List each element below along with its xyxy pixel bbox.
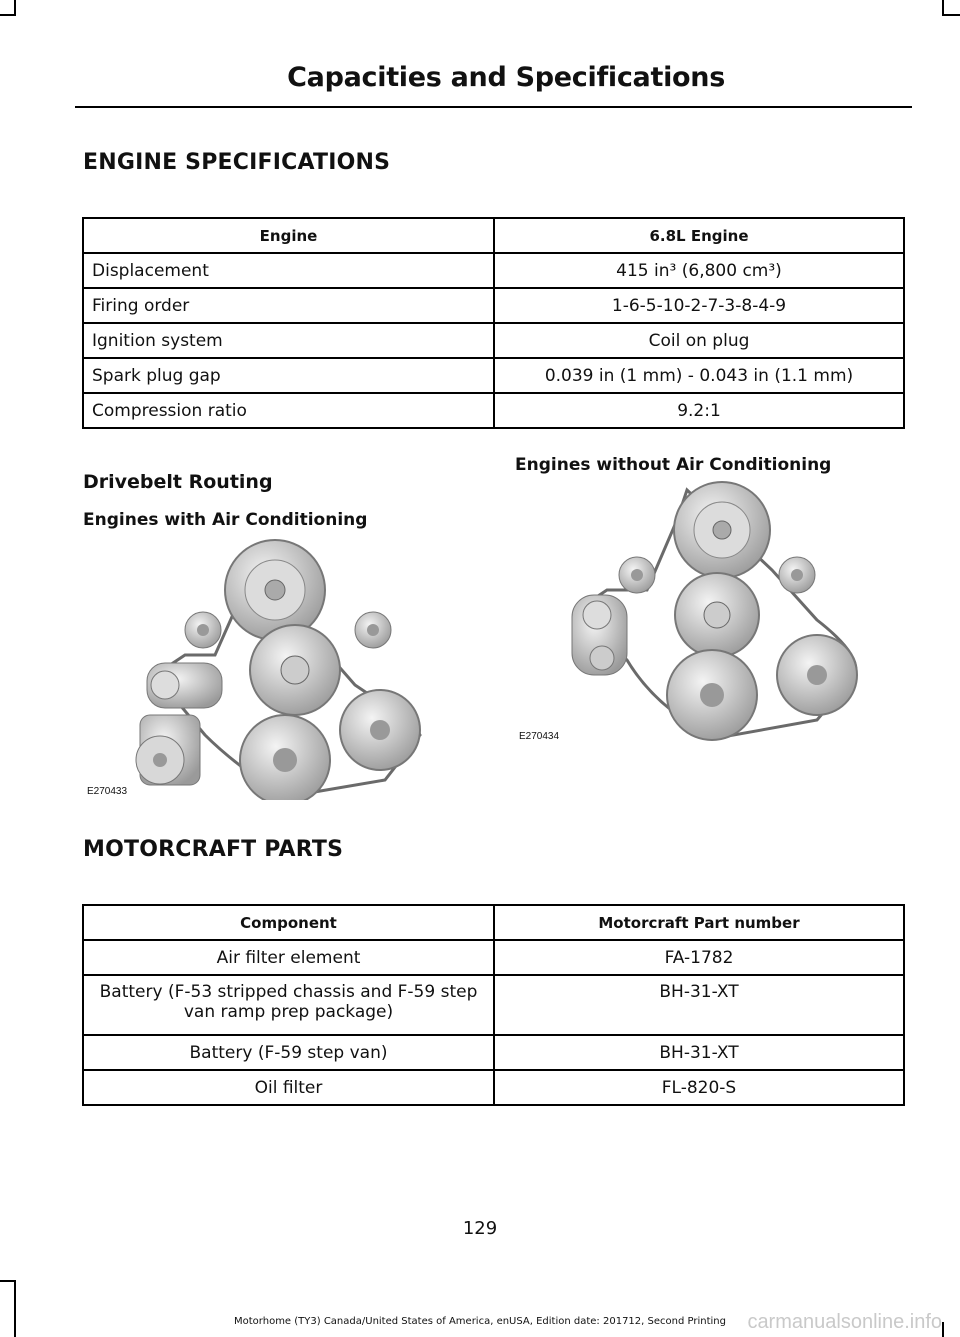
alternator-pulley [674, 482, 770, 578]
crop-mark [14, 1280, 16, 1337]
without-ac-label: Engines without Air Conditioning [515, 455, 832, 475]
part-number: FL-820-S [494, 1070, 904, 1105]
crankshaft-pulley [240, 715, 330, 800]
part-number: BH-31-XT [494, 1035, 904, 1070]
table-row [83, 975, 904, 1035]
alternator-pulley [225, 540, 325, 640]
column-header: 6.8L Engine [494, 218, 904, 253]
power-steering-pulley [340, 690, 420, 770]
footer-text: Motorhome (TY3) Canada/United States of America, enUSA, Edition date: 201712, Second Printing [234, 1316, 726, 1327]
spec-value: 0.039 in (1 mm) - 0.043 in (1.1 mm) [494, 358, 904, 393]
idler-pulley [185, 612, 221, 648]
table-row [83, 253, 904, 288]
spec-value: 9.2:1 [494, 393, 904, 428]
part-number: BH-31-XT [494, 975, 904, 1035]
column-header: Motorcraft Part number [494, 905, 904, 940]
motorcraft-parts-table [82, 904, 905, 1106]
table-header-row [83, 218, 904, 253]
table-row [83, 288, 904, 323]
watermark: carmanualsonline.info [747, 1311, 942, 1333]
motorcraft-heading: MOTORCRAFT PARTS [83, 837, 344, 862]
table-row [83, 940, 904, 975]
power-steering-pulley [777, 635, 857, 715]
drivebelt-with-ac-diagram [85, 535, 430, 800]
part-component: Oil filter [83, 1070, 494, 1105]
column-header: Engine [83, 218, 494, 253]
ac-compressor [136, 715, 200, 785]
engine-specs-table [82, 217, 905, 429]
table-row [83, 323, 904, 358]
figure-code: E270434 [519, 731, 560, 742]
tensioner [572, 595, 627, 675]
spec-label: Ignition system [83, 323, 494, 358]
crop-mark [0, 14, 16, 16]
table-row [83, 393, 904, 428]
part-component: Battery (F-59 step van) [83, 1035, 494, 1070]
figure-code: E270433 [87, 786, 128, 797]
crop-mark [944, 14, 960, 16]
table-row [83, 1070, 904, 1105]
spec-label: Compression ratio [83, 393, 494, 428]
spec-label: Spark plug gap [83, 358, 494, 393]
crankshaft-pulley [667, 650, 757, 740]
drivebelt-heading: Drivebelt Routing [83, 471, 273, 493]
table-row [83, 358, 904, 393]
idler-pulley [779, 557, 815, 593]
spec-label: Displacement [83, 253, 494, 288]
drivebelt-without-ac-diagram [517, 480, 872, 745]
table-row [83, 1035, 904, 1070]
header-rule [75, 106, 912, 108]
crop-mark [0, 1280, 16, 1282]
spec-value: 415 in³ (6,800 cm³) [494, 253, 904, 288]
spec-value: 1-6-5-10-2-7-3-8-4-9 [494, 288, 904, 323]
column-header: Component [83, 905, 494, 940]
spec-value: Coil on plug [494, 323, 904, 358]
tensioner [147, 663, 222, 708]
table-header-row [83, 905, 904, 940]
page-header-title: Capacities and Specifications [287, 62, 725, 93]
water-pump-pulley [250, 625, 340, 715]
spec-label: Firing order [83, 288, 494, 323]
water-pump-pulley [675, 573, 759, 657]
with-ac-label: Engines with Air Conditioning [83, 510, 368, 530]
part-component: Battery (F-53 stripped chassis and F-59 step van ramp prep package) [83, 975, 494, 1035]
part-number: FA-1782 [494, 940, 904, 975]
part-component: Air filter element [83, 940, 494, 975]
idler-pulley [619, 557, 655, 593]
idler-pulley [355, 612, 391, 648]
engine-specs-heading: ENGINE SPECIFICATIONS [83, 150, 391, 175]
page-number: 129 [462, 1218, 498, 1239]
